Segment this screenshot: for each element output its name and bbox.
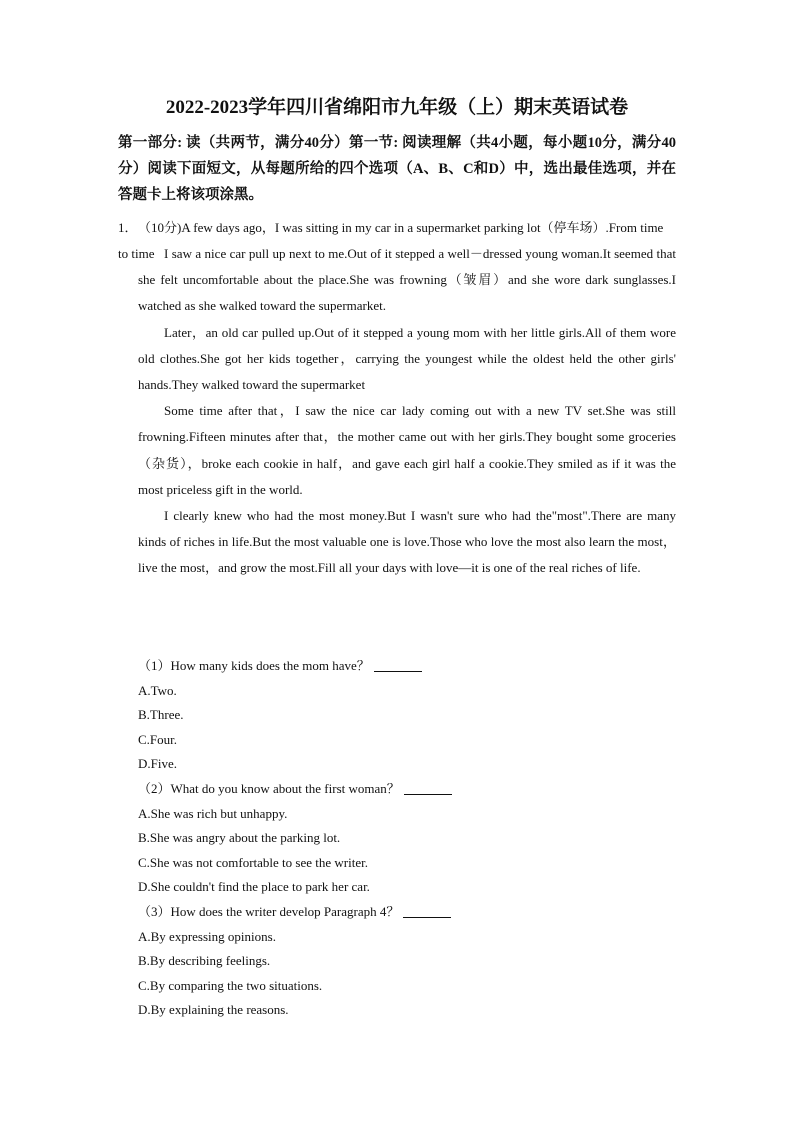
option-3-a[interactable]: A.By expressing opinions. — [138, 928, 276, 944]
question-1-head-text: （10分)A few days ago，I was sitting in my car in a supermarket parking lot（停车场）.From time to time — [118, 220, 664, 261]
answer-blank[interactable] — [403, 903, 451, 918]
passage-paragraph-1: I saw a nice car pull up next to me.Out of it stepped a well－dressed young woman.It seemed that she felt uncomfortable about the place.She was frowning（皱眉）and she wore dark sunglasses.I watched as she walked toward the supermarket. — [138, 246, 676, 314]
sub-question-1-stem — [138, 654, 676, 679]
section-instructions: 第一部分: 读（共两节，满分40分）第一节: 阅读理解（共4小题，每小题10分，满分40分）阅读下面短文，从每题所给的四个选项（A、B、C和D）中，选出最佳选项，并在答题卡上将该项涂黑。 — [118, 135, 676, 203]
answer-blank[interactable] — [374, 657, 422, 672]
passage-paragraph-2: Later，an old car pulled up.Out of it stepped a young mom with her little girls.All of them wore old clothes.She got her kids together，carrying the youngest while the oldest held the other girls' hands.They walked toward the supermarket — [138, 324, 676, 393]
option-3-c[interactable]: C.By comparing the two situations. — [138, 977, 323, 993]
option-3-b[interactable]: B.By describing feelings. — [138, 953, 271, 969]
option-3-d[interactable]: D.By explaining the reasons. — [138, 1002, 289, 1018]
option-1-d[interactable]: D.Five. — [138, 756, 177, 772]
option-2-a[interactable]: A.She was rich but unhappy. — [138, 805, 288, 821]
option-1-b[interactable]: B.Three. — [138, 707, 184, 723]
sub-questions — [138, 654, 676, 1023]
sub-question-3-stem — [138, 900, 676, 925]
option-1-c[interactable]: C.Four. — [138, 731, 178, 747]
page-title: 2022-2023学年四川省绵阳市九年级（上）期末英语试卷 — [165, 97, 629, 118]
question-number: 1． — [118, 220, 138, 235]
reading-passage — [138, 241, 676, 582]
answer-blank[interactable] — [404, 780, 452, 795]
option-2-b[interactable]: B.She was angry about the parking lot. — [138, 830, 341, 846]
sub-question-1-text: （1）How many kids does the mom have？ — [138, 658, 370, 673]
option-2-c[interactable]: C.She was not comfortable to see the writer. — [138, 854, 368, 870]
sub-question-2-text: （2）What do you know about the first woman？ — [138, 780, 400, 796]
option-1-a[interactable]: A.Two. — [138, 682, 177, 698]
sub-question-2-stem — [138, 777, 676, 802]
sub-question-3-text: （3）How does the writer develop Paragraph 4？ — [138, 903, 400, 919]
passage-paragraph-4: I clearly knew who had the most money.But I wasn't sure who had the"most".There are many kinds of riches in life.But the most valuable one is love.Those who love the most also learn the most，live the most，and grow the most.Fill all your days with love—it is one of the real riches of life. — [138, 508, 676, 576]
passage-paragraph-3: Some time after that，I saw the nice car lady coming out with a new TV set.She was still frowning.Fifteen minutes after that，the mother came out with her girls.They bought some groceries（杂货），broke each cookie in half，and gave each girl half a cookie.They smiled as if it was the most priceless gift in the world. — [138, 403, 676, 497]
option-2-d[interactable]: D.She couldn't find the place to park her car. — [138, 879, 370, 895]
